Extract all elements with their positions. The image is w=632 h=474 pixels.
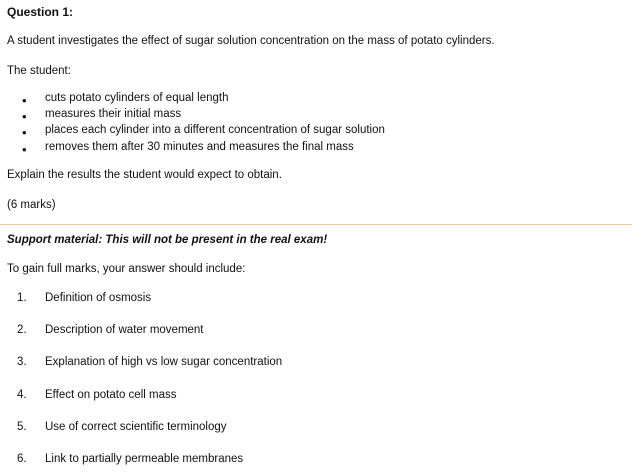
step-item: places each cylinder into a different concentration of sugar solution: [45, 124, 385, 136]
criteria-item: Use of correct scientific terminology: [45, 421, 227, 433]
criteria-number: 6.: [17, 453, 27, 465]
question-prompt: Explain the results the student would expect to obtain.: [7, 169, 282, 181]
bullet-icon: •: [22, 142, 27, 157]
criteria-number: 4.: [17, 389, 27, 401]
support-intro: To gain full marks, your answer should include:: [7, 263, 246, 275]
student-label: The student:: [7, 65, 71, 77]
criteria-item: Link to partially permeable membranes: [45, 453, 244, 465]
criteria-item: Effect on potato cell mass: [45, 389, 177, 401]
criteria-item: Description of water movement: [45, 324, 204, 336]
step-item: cuts potato cylinders of equal length: [45, 92, 229, 104]
bullet-icon: •: [22, 93, 27, 108]
criteria-number: 5.: [17, 421, 27, 433]
question-title: Question 1:: [7, 5, 74, 19]
criteria-item: Definition of osmosis: [45, 292, 152, 304]
marks-label: (6 marks): [7, 199, 56, 211]
criteria-number: 3.: [17, 356, 27, 368]
step-item: removes them after 30 minutes and measures the final mass: [45, 141, 354, 153]
criteria-number: 1.: [17, 292, 27, 304]
criteria-item: Explanation of high vs low sugar concentration: [45, 356, 283, 368]
bullet-icon: •: [22, 109, 27, 124]
bullet-icon: •: [22, 125, 27, 140]
criteria-number: 2.: [17, 324, 27, 336]
step-item: measures their initial mass: [45, 108, 182, 120]
section-divider: [0, 224, 632, 225]
support-heading: Support material: This will not be present in the real exam!: [7, 234, 328, 246]
question-intro: A student investigates the effect of sugar solution concentration on the mass of potato cylinders.: [7, 35, 495, 47]
